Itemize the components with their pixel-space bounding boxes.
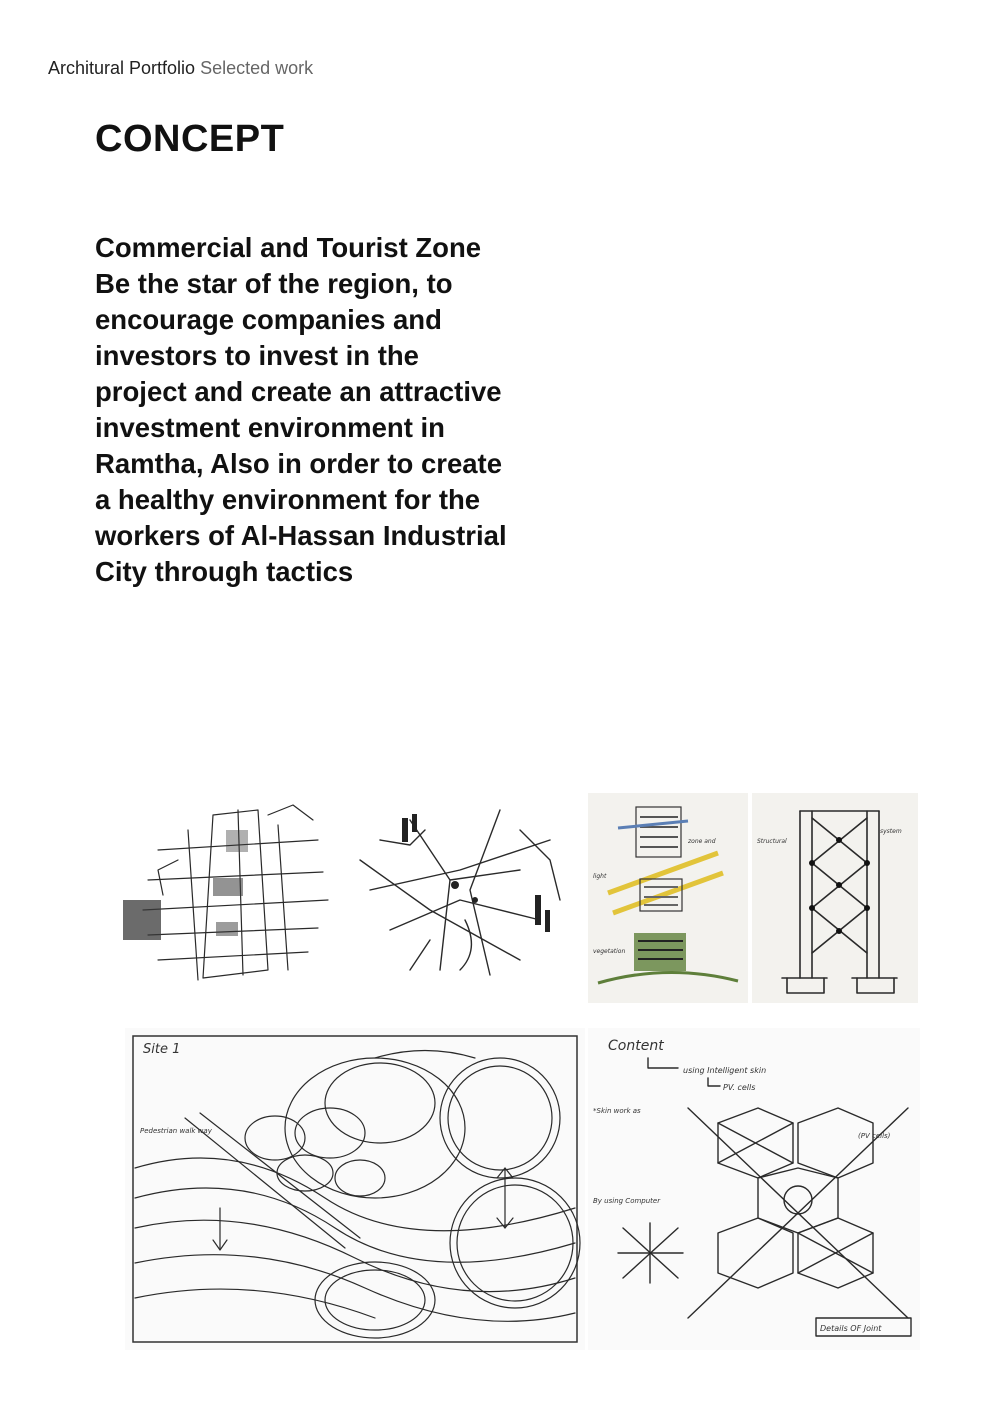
- svg-text:Structural: Structural: [757, 838, 787, 845]
- svg-text:*Skin work as: *Skin work as: [593, 1107, 641, 1115]
- svg-text:(PV cells): (PV cells): [858, 1132, 891, 1140]
- intelligent-skin-concept-sketch: [588, 1028, 920, 1350]
- structure-diagram-sketch: [752, 793, 918, 1003]
- site-bubble-sketch: [125, 1028, 585, 1350]
- concept-note-joint: Details OF Joint: [820, 1324, 882, 1333]
- header-title-light: Selected work: [200, 58, 314, 78]
- svg-text:By using Computer: By using Computer: [593, 1197, 661, 1205]
- site-sketch-label: Site 1: [143, 1042, 181, 1057]
- concept-note-pv: PV. cells: [723, 1083, 756, 1092]
- concept-note-skin: using Intelligent skin: [683, 1066, 767, 1075]
- svg-text:vegetation: vegetation: [593, 948, 626, 955]
- concept-description: Commercial and Tourist Zone Be the star of the region, to encourage companies and investors to invest in the project and create an attractive investment environment in Ramtha, Also in order to create a healthy environment for the workers of Al-Hassan Industrial City through tactics: [95, 232, 507, 587]
- urban-network-sketch: [350, 800, 580, 985]
- concept-sketch-title: Content: [608, 1038, 664, 1054]
- svg-text:system: system: [880, 828, 902, 835]
- site-grid-sketch: [118, 800, 340, 985]
- page-title: CONCEPT: [95, 118, 285, 160]
- portfolio-header: [48, 58, 313, 79]
- massing-color-sketch: [588, 793, 748, 1003]
- header-title-bold: Architural Portfolio: [48, 58, 196, 78]
- svg-text:Pedestrian walk way: Pedestrian walk way: [140, 1127, 212, 1135]
- svg-text:zone and: zone and: [688, 838, 716, 845]
- svg-text:light: light: [593, 873, 607, 880]
